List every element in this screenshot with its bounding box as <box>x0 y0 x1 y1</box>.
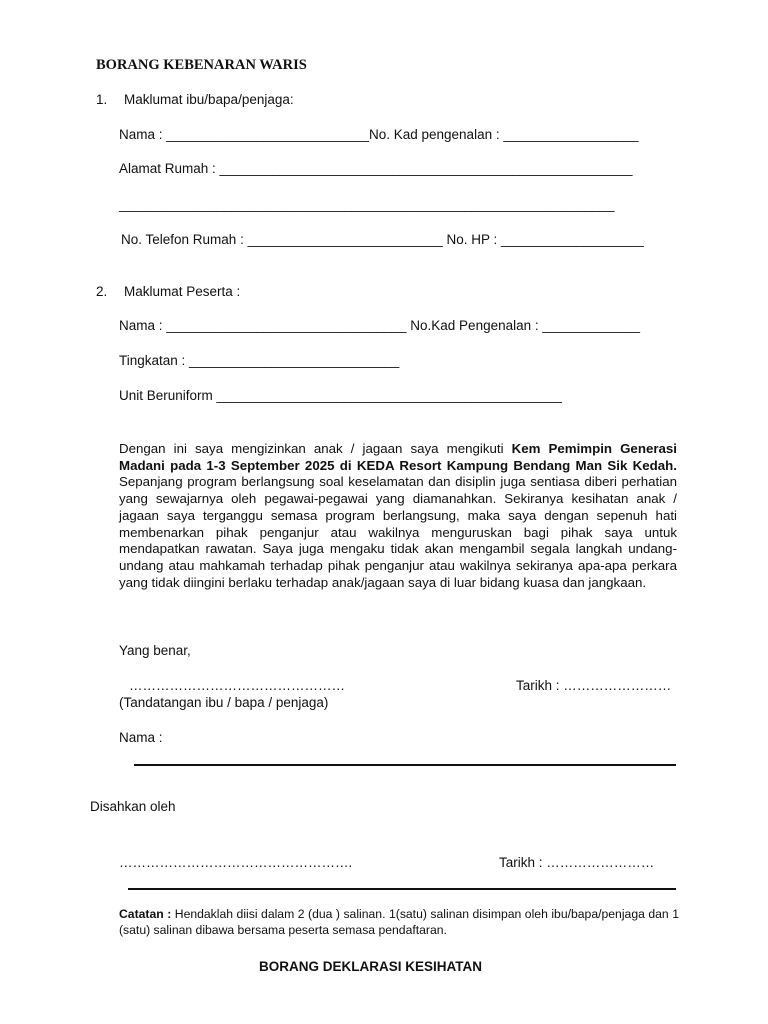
consent-intro: Dengan ini saya mengizinkan anak / jagaan saya mengikuti <box>119 441 512 456</box>
parent-date-field[interactable]: Tarikh : …………………… <box>516 678 672 693</box>
health-declaration-title: BORANG DEKLARASI KESIHATAN <box>259 959 483 974</box>
note-label: Catatan : <box>119 907 172 921</box>
approval-date-field[interactable]: Tarikh : …………………… <box>499 855 655 870</box>
phone-fields[interactable]: No. Telefon Rumah : __________________________ No. HP : ___________________ <box>121 232 644 247</box>
form-title: BORANG KEBENARAN WARIS <box>96 57 307 73</box>
closing-text: Yang benar, <box>119 643 191 658</box>
uniform-unit-field[interactable]: Unit Beruniform ______________________________________________ <box>119 388 562 403</box>
home-address-field[interactable]: Alamat Rumah : _______________________________________________________ <box>119 161 633 176</box>
section2-number: 2. <box>96 284 108 299</box>
parent-signature-line[interactable]: ………………………………………… <box>129 678 345 693</box>
note-paragraph <box>119 907 679 938</box>
parent-name-id-field[interactable]: Nama : ___________________________No. Kad pengenalan : __________________ <box>119 127 639 142</box>
approval-label: Disahkan oleh <box>90 799 176 814</box>
signer-name-label: Nama : <box>119 730 163 745</box>
signature-caption: (Tandatangan ibu / bapa / penjaga) <box>119 695 329 710</box>
note-text: Hendaklah diisi dalam 2 (dua ) salinan. 1(satu) salinan disimpan oleh ibu/bapa/penjaga dan 1 (satu) salinan dibawa bersama peserta semasa pendaftaran. <box>119 907 679 937</box>
grade-field[interactable]: Tingkatan : ____________________________ <box>119 353 400 368</box>
participant-name-id-field[interactable]: Nama : ________________________________ No.Kad Pengenalan : _____________ <box>119 318 640 333</box>
approval-signature-line[interactable]: ……………………………………………. <box>119 855 353 870</box>
approval-rule <box>128 888 676 890</box>
home-address-field-line2[interactable]: __________________________________________________________________ <box>119 197 615 212</box>
consent-paragraph <box>119 441 677 591</box>
section2-heading: Maklumat Peserta : <box>124 284 241 299</box>
consent-event: Kem Pemimpin Generasi Madani pada 1-3 September 2025 di KEDA Resort Kampung Bendang Man Sik Kedah. <box>119 441 678 473</box>
consent-body: Sepanjang program berlangsung soal keselamatan dan disiplin juga sentiasa diberi perhatian yang sewajarnya oleh pegawai-pegawai yang diamanahkan. Sekiranya kesihatan anak / jagaan saya terganggu semasa program berlangsung, maka saya dengan sepenuh hati membenarkan pihak penganjur atau wakilnya menguruskan bagi pihak saya untuk mendapatkan rawatan. Saya juga mengaku tidak akan mengambil segala langkah undang-undang atau mahkamah terhadap pihak penganjur atau wakilnya sekiranya apa-apa perkara yang tidak diingini berlaku terhadap anak/jagaan saya di luar bidang kuasa dan jangkaan. <box>119 474 677 590</box>
section1-heading: Maklumat ibu/bapa/penjaga: <box>124 92 294 107</box>
signer-name-rule[interactable] <box>134 764 676 766</box>
section1-number: 1. <box>96 92 108 107</box>
